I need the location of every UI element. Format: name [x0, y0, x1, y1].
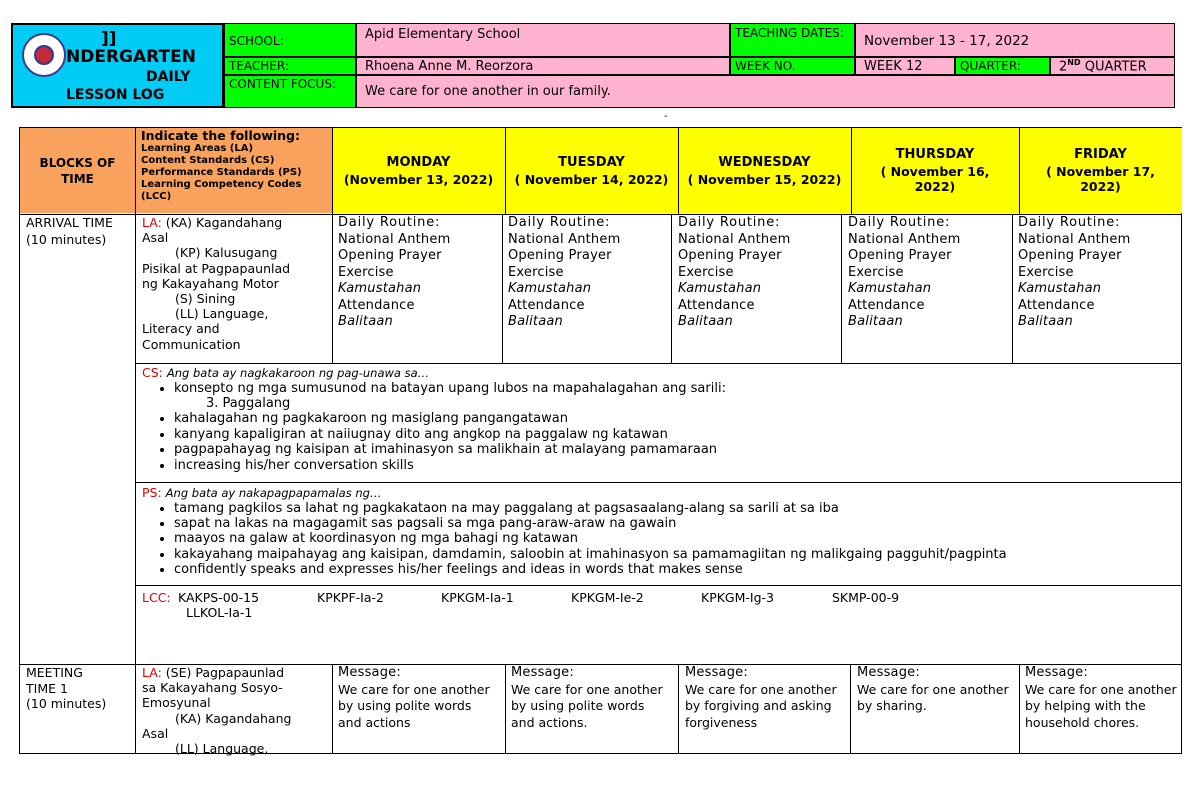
indicate-line: Learning Competency Codes: [141, 179, 302, 190]
day-header-tuesday: [505, 128, 678, 213]
la-line: (LL) Language,: [175, 306, 269, 322]
routine-item: Opening Prayer: [678, 248, 782, 263]
meeting-time-label: MEETING: [26, 665, 83, 680]
message-friday: [1025, 665, 1180, 731]
routine-item: National Anthem: [508, 231, 621, 247]
grid-line: [1012, 214, 1013, 363]
routine-item: Exercise: [848, 264, 904, 280]
ps-intro: Ang bata ay nakapagpapamalas ng…: [165, 486, 382, 500]
grid-line: [671, 214, 672, 363]
lcc-code: LLKOL-Ia-1: [186, 605, 253, 620]
la-line: (KA) Kagandahang: [175, 710, 292, 726]
grid-line: [505, 664, 506, 754]
arrival-time-duration: (10 minutes): [26, 231, 107, 247]
meeting-time-duration: (10 minutes): [26, 696, 107, 711]
separator-dash: -: [664, 111, 668, 122]
grid-line: [850, 664, 851, 754]
grid-line: [135, 585, 1182, 586]
indicate-header: [135, 128, 332, 213]
day-date: ( November 16,: [880, 164, 990, 179]
cs-item: • increasing his/her conversation skills: [174, 458, 1177, 473]
routine-item: Opening Prayer: [1018, 248, 1122, 263]
indicate-title: Indicate the following:: [141, 128, 300, 143]
day-header-wednesday: [678, 128, 851, 213]
grid-line: [841, 214, 842, 363]
message-text: We care for one another by using polite words and actions.: [511, 681, 663, 730]
teacher-value: Rhoena Anne M. Reorzora: [356, 57, 730, 75]
message-tuesday: [511, 665, 671, 731]
meeting-learning-areas: [142, 665, 330, 756]
routine-item: Kamustahan: [1018, 281, 1102, 296]
day-name: WEDNESDAY: [718, 154, 811, 170]
content-standards: [142, 365, 1177, 473]
la-prefix: LA:: [142, 665, 162, 680]
message-text: We care for one another by helping with the household chores.: [1025, 681, 1177, 730]
la-line: (KP) Kalusugang: [175, 245, 278, 261]
message-heading: Message:: [1025, 665, 1088, 680]
routine-heading: Daily Routine:: [848, 215, 951, 230]
indicate-line: (LCC): [141, 191, 172, 202]
la-line: (SE) Pagpapaunlad: [165, 665, 285, 680]
school-label: SCHOOL:: [224, 23, 356, 57]
routine-item: National Anthem: [848, 231, 961, 247]
la-line: Pisikal at Pagpapaunlad: [142, 260, 291, 276]
routine-item: Attendance: [848, 297, 925, 313]
routine-item: Exercise: [678, 264, 734, 280]
routine-item: Exercise: [338, 264, 394, 280]
la-prefix: LA:: [142, 215, 162, 230]
routine-friday: [1018, 215, 1180, 331]
logo-line-4: LESSON LOG: [66, 87, 165, 103]
grid-line: [332, 128, 333, 214]
blocks-of-time-line-2: TIME: [61, 171, 94, 186]
cs-item: • kahalagahan ng pagkakaroon ng masiglang pangangatawan: [174, 411, 1177, 426]
logo-block: [11, 23, 224, 108]
ps-item: • kakayahang maipahayag ang kaisipan, damdamin, saloobin at imahinasyon sa pamamagiitan ng malikgaing pagguhit/pagpinta: [174, 547, 1177, 562]
arrival-time-label: ARRIVAL TIME: [26, 215, 113, 230]
message-heading: Message:: [857, 665, 920, 680]
routine-item: National Anthem: [338, 231, 451, 247]
arrival-time-cell: [26, 215, 134, 248]
routine-item: Kamustahan: [678, 281, 762, 296]
grid-line: [851, 128, 852, 214]
day-date: 2022): [914, 179, 956, 194]
day-date: (November 13, 2022): [343, 171, 494, 187]
grid-line: [1019, 664, 1020, 754]
day-header-thursday: [851, 128, 1019, 213]
routine-item: Kamustahan: [848, 281, 932, 296]
routine-item: Opening Prayer: [338, 248, 442, 263]
routine-item: Kamustahan: [338, 281, 422, 296]
routine-item: Attendance: [678, 297, 755, 313]
routine-item: Balitaan: [848, 314, 903, 329]
lcc-code: KAKPS-00-15: [178, 590, 260, 605]
message-wednesday: [685, 665, 845, 731]
content-focus-label: CONTENT FOCUS:: [224, 75, 356, 108]
routine-item: Opening Prayer: [508, 248, 612, 263]
day-date: 2022): [1080, 179, 1121, 194]
message-heading: Message:: [338, 665, 401, 680]
ps-prefix: PS:: [142, 485, 162, 500]
week-no-label: WEEK NO.: [730, 57, 855, 75]
routine-monday: [338, 215, 500, 331]
grid-line: [505, 128, 506, 214]
day-header-friday: [1019, 128, 1182, 213]
grid-line: [332, 214, 333, 363]
grid-line: [678, 664, 679, 754]
grid-line: [332, 664, 333, 754]
routine-heading: Daily Routine:: [508, 215, 611, 230]
la-line: (LL) Language,: [175, 741, 269, 757]
day-date: ( November 15, 2022): [687, 171, 842, 187]
teaching-dates-label: TEACHING DATES:: [730, 23, 855, 57]
message-text: We care for one another by sharing.: [857, 681, 1009, 713]
quarter-label: QUARTER:: [955, 57, 1050, 75]
routine-item: Attendance: [508, 297, 585, 313]
message-text: We care for one another by using polite words and actions: [338, 681, 490, 730]
logo-line-2: NDERGARTEN: [66, 47, 196, 67]
cs-item: • konsepto ng mga sumusunod na batayan upang lubos na mapahalagahan ang sarili:: [174, 381, 1177, 396]
day-header-monday: [332, 128, 505, 213]
routine-item: Balitaan: [678, 314, 733, 329]
school-value: Apid Elementary School: [356, 23, 730, 57]
day-name: THURSDAY: [895, 147, 975, 162]
indicate-line: Performance Standards (PS): [141, 167, 302, 178]
lcc-code: KPKGM-Ie-2: [571, 590, 644, 605]
logo-line-1: ]]: [101, 29, 117, 49]
day-name: FRIDAY: [1074, 147, 1127, 162]
routine-item: Opening Prayer: [848, 248, 952, 263]
quarter-value: 2ND QUARTER: [1050, 57, 1175, 75]
cs-sub-item: 3. Paggalang: [206, 395, 291, 411]
la-line: ng Kakayahang Motor: [142, 275, 279, 291]
la-line: Communication: [142, 336, 241, 352]
day-date: ( November 14, 2022): [514, 171, 669, 187]
lcc-code: KPKGM-Ia-1: [441, 590, 514, 605]
ps-item: • confidently speaks and expresses his/her feelings and ideas in words that makes sense: [174, 562, 1177, 577]
day-name: TUESDAY: [558, 154, 625, 170]
blocks-of-time-line-1: BLOCKS OF: [39, 155, 116, 170]
routine-thursday: [848, 215, 1010, 331]
la-line: Asal: [142, 725, 169, 741]
ps-item: • tamang pagkilos sa lahat ng pagkakataon na may paggalang at pagsasaalang-alang sa sarili at sa iba: [174, 501, 1177, 516]
grid-line: [502, 214, 503, 363]
lcc-code: KPKPF-Ia-2: [317, 590, 384, 605]
routine-item: Balitaan: [338, 314, 393, 329]
routine-heading: Daily Routine:: [678, 215, 781, 230]
cs-item: • kanyang kapaligiran at naiiugnay dito ang angkop na paggalaw ng katawan: [174, 427, 1177, 442]
message-monday: [338, 665, 498, 731]
week-no-value: WEEK 12: [855, 57, 955, 75]
cs-prefix: CS:: [142, 365, 163, 380]
lesson-log-table: [19, 127, 1182, 757]
indicate-line: Content Standards (CS): [141, 155, 275, 166]
grid-line: [135, 482, 1182, 483]
la-line: sa Kakayahang Sosyo-: [142, 680, 283, 696]
message-text: We care for one another by forgiving and asking forgiveness: [685, 681, 837, 730]
meeting-time-cell: [26, 665, 134, 712]
day-name: MONDAY: [386, 154, 451, 170]
routine-item: Balitaan: [508, 314, 563, 329]
arrival-learning-areas: [142, 215, 330, 352]
indicate-line: Learning Areas (LA): [141, 143, 254, 154]
grid-line: [1019, 128, 1020, 214]
grid-line: [135, 363, 1182, 364]
routine-heading: Daily Routine:: [1018, 215, 1121, 230]
ps-item: • maayos na galaw at koordinasyon ng mga bahagi ng katawan: [174, 531, 1177, 546]
la-line: (KA) Kagandahang: [165, 215, 283, 230]
learning-competency-codes: [142, 590, 1177, 630]
teacher-label: TEACHER:: [224, 57, 356, 75]
message-heading: Message:: [685, 665, 748, 680]
teaching-dates-value: November 13 - 17, 2022: [855, 23, 1175, 57]
ps-item: • sapat na lakas na magagamit sas pagsali sa mga pang-araw-araw na gawain: [174, 516, 1177, 531]
lcc-code: KPKGM-Ig-3: [701, 590, 774, 605]
la-line: Asal: [142, 230, 169, 246]
content-focus-value: We care for one another in our family.: [356, 75, 1175, 108]
routine-item: Exercise: [508, 264, 564, 280]
routine-heading: Daily Routine:: [338, 215, 441, 230]
routine-item: Attendance: [1018, 297, 1095, 313]
logo-line-3: DAILY: [146, 69, 191, 85]
routine-item: Balitaan: [1018, 314, 1073, 329]
routine-item: Kamustahan: [508, 281, 592, 296]
message-heading: Message:: [511, 665, 574, 680]
message-thursday: [857, 665, 1015, 715]
routine-item: Exercise: [1018, 264, 1074, 280]
routine-tuesday: [508, 215, 670, 331]
performance-standards: [142, 485, 1177, 578]
grid-line: [135, 128, 136, 754]
routine-item: Attendance: [338, 297, 415, 313]
routine-item: National Anthem: [1018, 231, 1131, 247]
routine-item: National Anthem: [678, 231, 791, 247]
cs-item: • pagpapahayag ng kaisipan at imahinasyon sa malikhain at malayang pamamaraan: [174, 442, 1177, 457]
routine-wednesday: [678, 215, 840, 331]
lcc-code: SKMP-00-9: [832, 590, 900, 605]
la-line: Emosyunal: [142, 695, 211, 711]
deped-seal-icon: [22, 33, 66, 77]
la-line: Literacy and: [142, 321, 220, 337]
la-line: (S) Sining: [175, 291, 236, 307]
blocks-of-time-header: [20, 128, 135, 213]
lcc-prefix: LCC:: [142, 590, 171, 605]
day-date: ( November 17,: [1046, 164, 1155, 179]
grid-line: [678, 128, 679, 214]
cs-intro: Ang bata ay nagkakaroon ng pag-unawa sa…: [166, 366, 430, 380]
meeting-time-label: TIME 1: [26, 680, 68, 696]
